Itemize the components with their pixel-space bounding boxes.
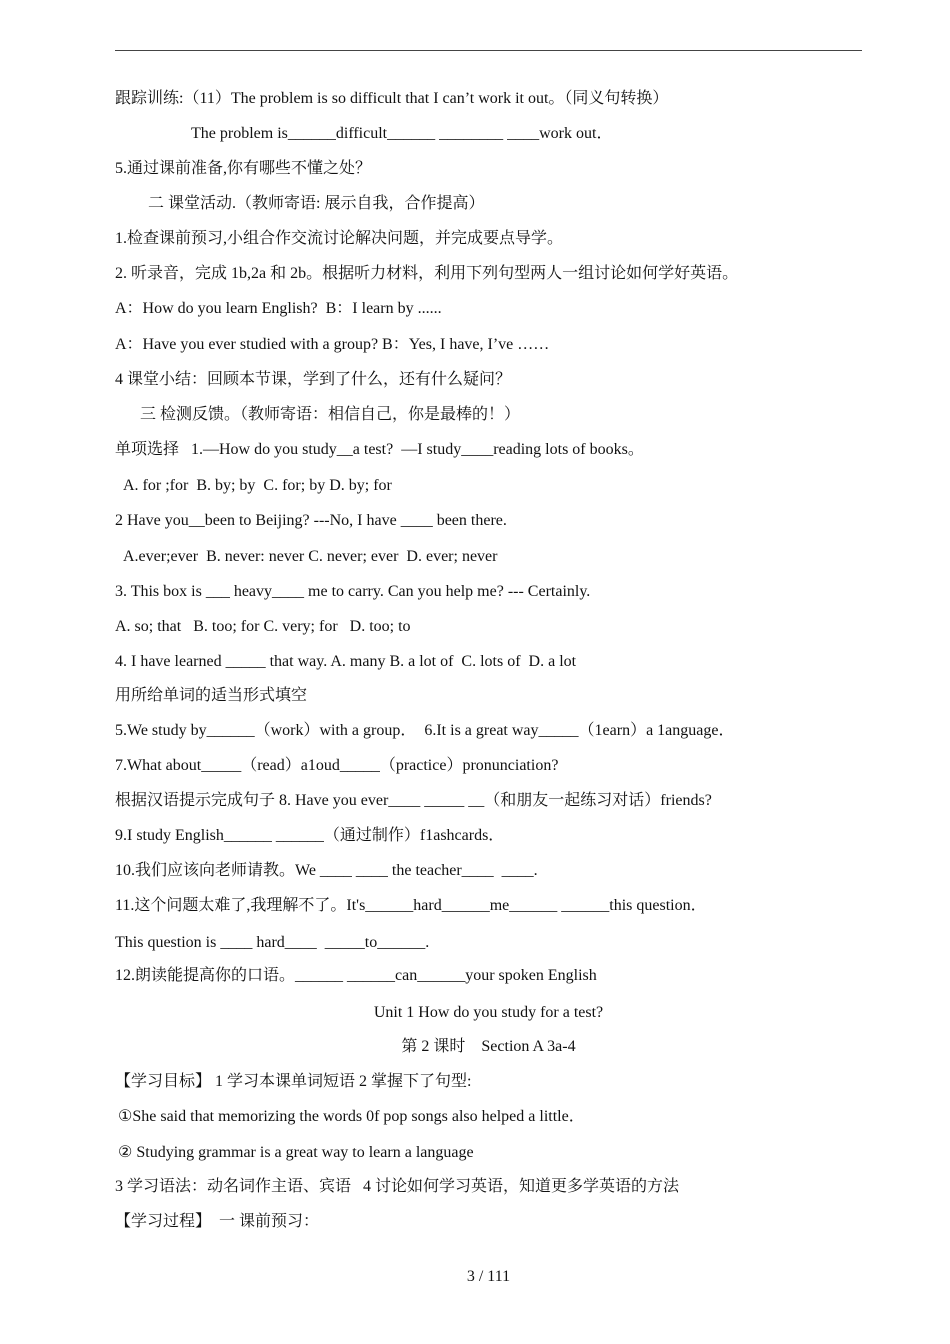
grammar-goal: 3 学习语法：动名词作主语、宾语 4 讨论如何学习英语，知道更多学英语的方法 [115,1178,680,1195]
mc-question-1: 单项选择 1.—How do you study__a test? —I study____reading lots of books。 [115,441,644,458]
unit-title: Unit 1 How do you study for a test? [373,1004,604,1021]
question-5: 5.通过课前准备,你有哪些不懂之处？ [115,160,372,177]
page-number: 3 / 111 [466,1268,511,1285]
fill-question-12: 12.朗读能提高你的口语。______ ______can______your spoken English [115,967,597,984]
fill-question-7: 7.What about_____（read）a1oud_____（practice）pronunciation? [115,757,559,774]
practice-line: 跟踪训练:（11）The problem is so difficult that I can’t work it out。（同义句转换） [115,90,669,107]
fill-question-9: 9.I study English______ ______（通过制作）f1ashcards． [115,827,505,844]
mc-question-2: 2 Have you__been to Beijing? ---No, I have ____ been there. [115,512,507,529]
fill-in-heading: 用所给单词的适当形式填空 [115,687,308,704]
activity-2: 2. 听录音，完成 1b,2a 和 2b。根据听力材料，利用下列句型两人一组讨论如何学好英语。 [115,265,739,282]
goal-sentence-2: ② Studying grammar is a great way to learn a language [118,1144,474,1161]
mc-options-2: A.ever;ever B. never: never C. never; ever D. ever; never [123,548,498,565]
section-heading-2: 二 课堂活动.（教师寄语: 展示自我，合作提高） [148,195,485,212]
fill-question-8: 根据汉语提示完成句子 8. Have you ever____ _____ __（和朋友一起练习对话）friends? [115,792,712,809]
mc-question-3: 3. This box is ___ heavy____ me to carry. Can you help me? --- Certainly. [115,583,591,600]
dialogue-line-1: A：How do you learn English? B：I learn by ...... [115,300,442,317]
mc-options-1: A. for ;for B. by; by C. for; by D. by; for [123,477,392,494]
fill-question-11b: This question is ____ hard____ _____to______. [115,934,430,951]
summary-4: 4 课堂小结：回顾本节课，学到了什么，还有什么疑问？ [115,371,512,388]
goal-sentence-1: ①She said that memorizing the words 0f pop songs also helped a little． [118,1108,585,1125]
dialogue-line-2: A：Have you ever studied with a group? B：Yes, I have, I’ve …… [115,336,550,353]
practice-answer-line: The problem is______difficult______ ________ ____work out． [191,125,613,142]
learning-process: 【学习过程】 一 课前预习： [115,1213,320,1230]
learning-goals: 【学习目标】 1 学习本课单词短语 2 掌握下了句型: [115,1073,472,1090]
fill-question-10: 10.我们应该向老师请教。We ____ ____ the teacher____ ____. [115,862,538,879]
mc-options-3: A. so; that B. too; for C. very; for D. too; to [115,618,411,635]
header-rule [115,50,862,51]
fill-question-11: 11.这个问题太难了,我理解不了。It's______hard______me______ ______this question． [115,897,707,914]
section-heading-3: 三 检测反馈。（教师寄语：相信自己，你是最棒的！） [140,406,521,423]
mc-question-4: 4. I have learned _____ that way. A. many B. a lot of C. lots of D. a lot [115,653,577,670]
activity-1: 1.检查课前预习,小组合作交流讨论解决问题，并完成要点导学。 [115,230,564,247]
lesson-title: 第 2 课时 Section A 3a-4 [401,1038,576,1055]
fill-question-5-6: 5.We study by______（work）with a group． 6.It is a great way_____（1earn）a 1anguage． [115,722,735,739]
